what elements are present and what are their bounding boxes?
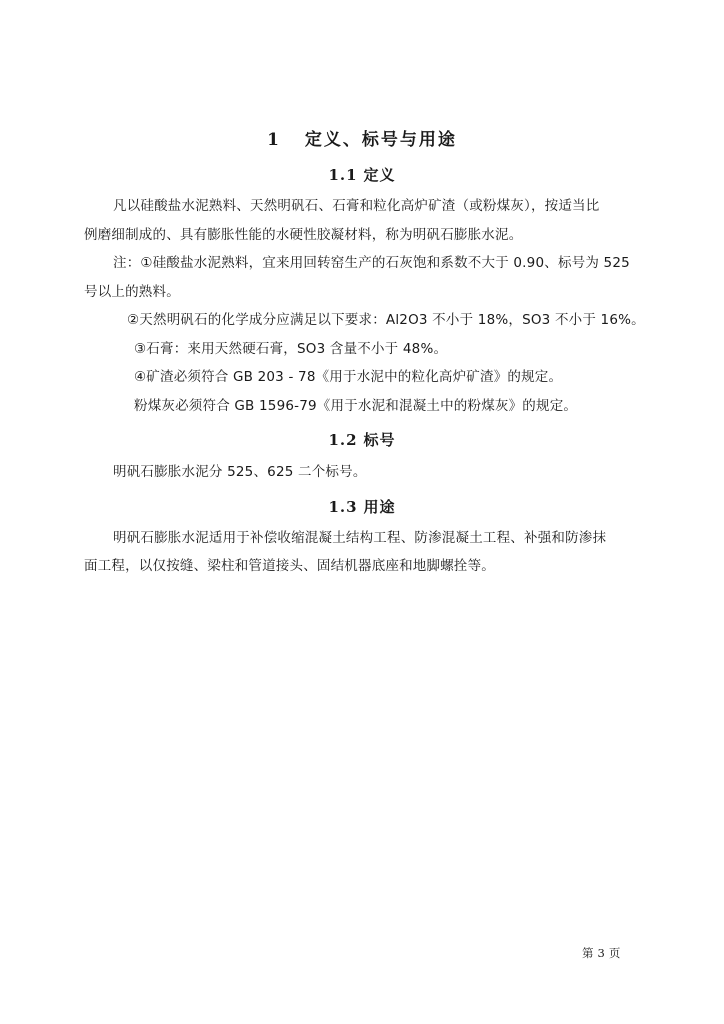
- note-1-line-1: 注：①硅酸盐水泥熟料，宜来用回转窑生产的石灰饱和系数不大于 0.90、标号为 525: [113, 255, 630, 271]
- subsection-heading-1-1: [0, 164, 724, 185]
- subsection-title: 用途: [363, 498, 396, 516]
- definition-line-1: 凡以硅酸盐水泥熟料、天然明矾石、石膏和粒化高炉矿渣（或粉煤灰），按适当比: [113, 198, 600, 214]
- subsection-number: 1.1: [328, 166, 358, 184]
- note-1-line-2: 号以上的熟料。: [84, 284, 180, 300]
- footer-prefix: 第: [582, 946, 594, 960]
- note-4: ④矿渣必须符合 GB 203 - 78《用于水泥中的粒化高炉矿渣》的规定。: [134, 369, 563, 385]
- definition-line-2: 例磨细制成的、具有膨胀性能的水硬性胶凝材料，称为明矾石膨胀水泥。: [84, 227, 523, 243]
- usage-line-1: 明矾石膨胀水泥适用于补偿收缩混凝土结构工程、防渗混凝土工程、补强和防渗抹: [113, 530, 607, 546]
- footer-suffix: 页: [608, 946, 621, 960]
- subsection-title: 定义: [363, 166, 396, 184]
- usage-line-2: 面工程，以仅按缝、梁柱和管道接头、固结机器底座和地脚螺拴等。: [84, 558, 495, 574]
- subsection-number: 1.3: [328, 498, 358, 516]
- note-5: 粉煤灰必须符合 GB 1596-79《用于水泥和混凝土中的粉煤灰》的规定。: [134, 398, 578, 414]
- section-number: 1: [267, 130, 281, 150]
- subsection-number: 1.2: [328, 431, 358, 449]
- subsection-title: 标号: [363, 431, 396, 449]
- grade-text: 明矾石膨胀水泥分 525、625 二个标号。: [113, 464, 367, 480]
- note-3: ③石膏：来用天然硬石膏，SO3 含量不小于 48%。: [134, 341, 448, 357]
- section-heading: [0, 125, 724, 150]
- subsection-heading-1-3: [0, 496, 724, 517]
- subsection-heading-1-2: [0, 429, 724, 450]
- page-number: 3: [597, 946, 605, 960]
- section-title: 定义、标号与用途: [304, 130, 457, 150]
- note-2: ②天然明矾石的化学成分应满足以下要求：Al2O3 不小于 18%，SO3 不小于 16%。: [127, 312, 645, 328]
- page-footer: [582, 945, 624, 961]
